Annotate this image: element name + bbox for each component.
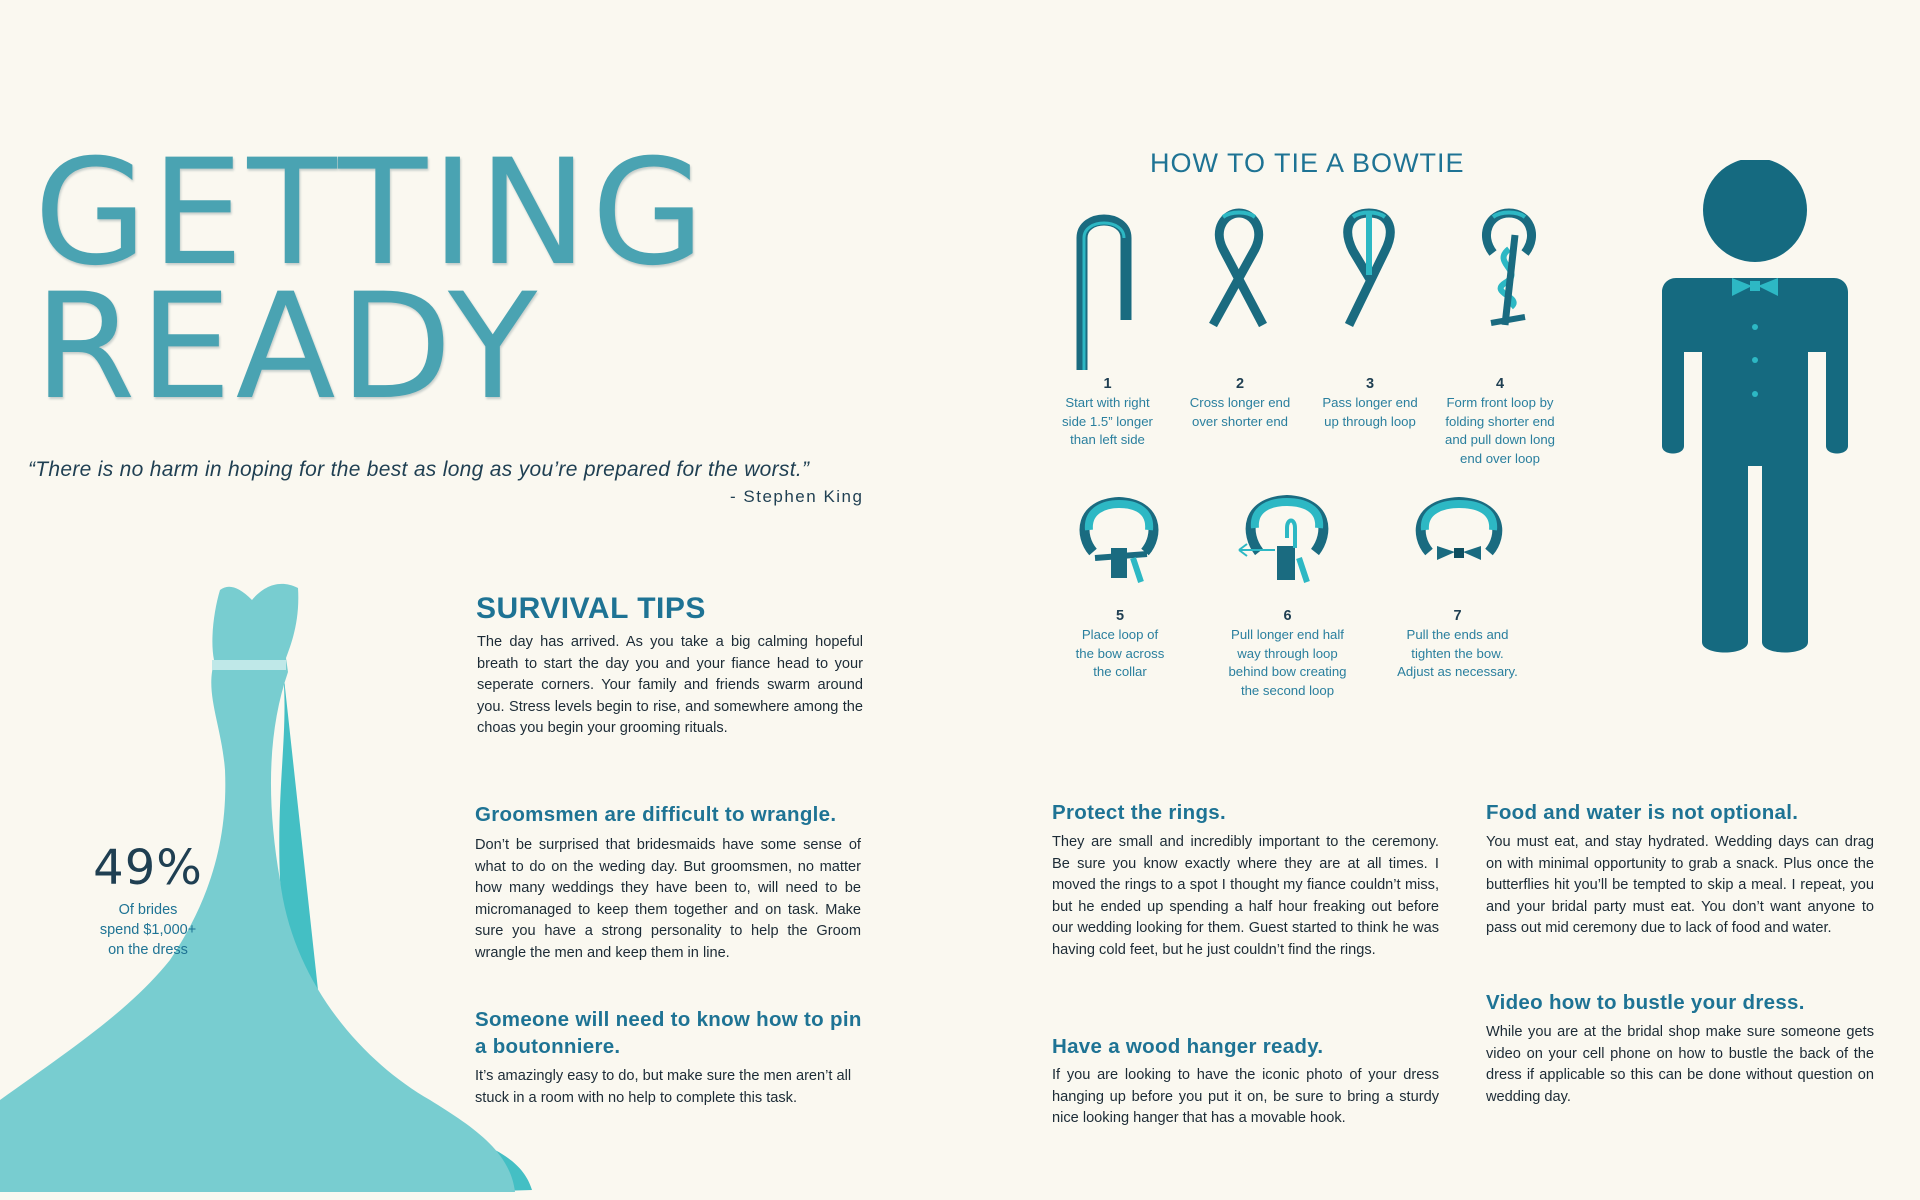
groomsmen-body: Don’t be surprised that bridesmaids have some sense of what to do on the weding day. But groomsmen, no matter how many weddings they have been to, will need to be micromanaged to keep them together and on task. Make sure you have a strong personality to help the Groom wrangle the men and keep them in line. [475,837,861,961]
hanger-body: If you are looking to have the iconic photo of your dress hanging up before you put it on, be sure to bring a sturdy nice looking hanger that has a movable hook. [1052,1067,1439,1127]
groom-button [1752,391,1758,397]
groom-body [1662,278,1848,653]
boutonniere-heading: Someone will need to know how to pin a boutonniere. [475,1008,862,1058]
bowtie-step-5 [1055,608,1185,682]
dress-waistband [212,660,286,670]
food-body: You must eat, and stay hydrated. Wedding days can drag on with minimal opportunity to grab a snack. Plus once the butterflies hit you’ll be tempted to skip a meal. I repeat, you and your bridal party must eat. You don’t want anyone to pass out mid ceremony due to lack of food and water. [1486,834,1874,937]
quote-author: - Stephen King [730,487,864,506]
bowtie-step-2-icon [1205,205,1275,330]
bustle-heading: Video how to bustle your dress. [1486,991,1805,1014]
step-text: Form front loop by folding shorter end and pull down long end over loop [1445,395,1555,466]
survival-body: The day has arrived. As you take a big calming hopeful breath to start the day you and your fiance head to your seperate corners. Your family and friends swarm around you. Stress levels begin to rise, and somewhere among the choas you begin your grooming rituals. [477,634,863,737]
step-number: 2 [1235,376,1245,392]
step-number: 6 [1283,608,1292,624]
title-line-1: GETTING [34,128,709,298]
bowtie-step-7 [1385,608,1530,682]
stat-caption: Of brides spend $1,000+ on the dress [99,902,197,958]
bowtie-step-5-icon [1075,490,1165,590]
step-number: 1 [1103,376,1112,392]
step-text: Place loop of the bow across the collar [1075,627,1165,679]
rings-heading: Protect the rings. [1052,801,1226,824]
groom-button [1752,357,1758,363]
groom-figure-icon [1660,160,1850,655]
rings-body: They are small and incredibly important to the ceremony. Be sure you know exactly where they are at all times. I moved the rings to a spot I thought my fiance couldn’t miss, but he ended up spending a half hour freaking out before our wedding looking for them. Guest started to think he was having cold feet, but he just couldn’t find the rings. [1052,834,1439,958]
bowtie-step-3-icon [1335,205,1405,330]
bustle-body: While you are at the bridal shop make sure someone gets video on your cell phone on how to bustle the back of the dress if applicable so this can be done without question on wedding day. [1486,1024,1874,1105]
step-text: Pull longer end half way through loop behind bow creating the second loop [1228,627,1347,698]
food-heading: Food and water is not optional. [1486,801,1799,824]
bowtie-step-6 [1215,608,1360,700]
stat-value: 49% [93,840,203,896]
groom-bowtie-knot [1750,281,1760,291]
groom-head [1703,160,1807,262]
groomsmen-heading: Groomsmen are difficult to wrangle. [475,803,837,826]
step-number: 7 [1453,608,1462,624]
step-text: Cross longer end over shorter end [1189,395,1291,429]
title-line-2: READY [34,262,542,432]
step-number: 4 [1495,376,1505,392]
quote-text: “There is no harm in hoping for the best as long as you’re prepared for the worst.” [28,458,810,481]
bowtie-step-1-icon [1070,210,1140,375]
bowtie-step-2 [1175,376,1305,431]
bowtie-step-6-icon [1235,488,1335,593]
step-text: Pass longer end up through loop [1322,395,1418,429]
groom-button [1752,324,1758,330]
step-number: 3 [1365,376,1375,392]
boutonniere-body: It’s amazingly easy to do, but make sure the men aren’t all stuck in a room with no help to complete this task. [475,1068,852,1106]
bowtie-step-4-icon [1475,205,1545,330]
bowtie-title: HOW TO TIE A BOWTIE [1150,148,1465,178]
step-number: 5 [1115,608,1125,624]
survival-heading: SURVIVAL TIPS [476,592,706,625]
hanger-heading: Have a wood hanger ready. [1052,1035,1324,1058]
bowtie-step-3 [1305,376,1435,431]
step-text: Pull the ends and tighten the bow. Adjust as necessary. [1397,627,1518,679]
bowtie-step-1 [1045,376,1170,450]
bowtie-step-7-icon [1415,490,1505,570]
step-text: Start with right side 1.5” longer than left side [1062,395,1153,447]
bowtie-step-4 [1435,376,1565,468]
